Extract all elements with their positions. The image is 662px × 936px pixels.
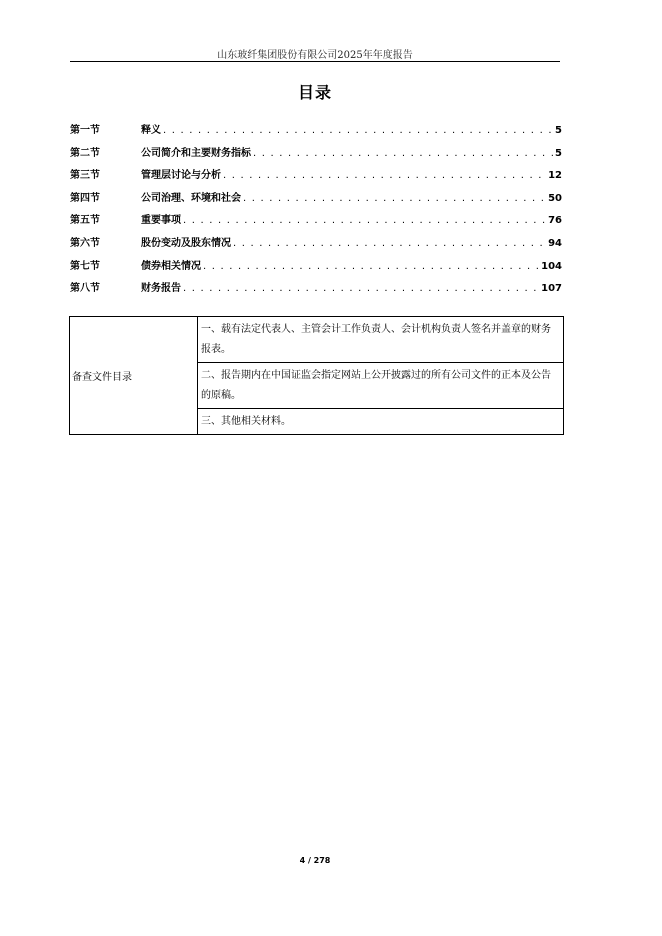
toc-section-number: 第七节 [70,260,100,272]
table-of-contents [70,121,562,302]
toc-entry[interactable] [70,166,562,189]
toc-section-title: 管理层讨论与分析 [141,170,221,182]
toc-section-number: 第二节 [70,147,100,159]
toc-leader-dots [183,283,539,294]
toc-page-number: 107 [541,283,562,295]
reference-item: 三、其他相关材料。 [198,409,564,435]
reference-label: 备查文件目录 [70,317,198,435]
toc-entry[interactable] [70,121,562,144]
header-divider [70,61,560,62]
page-header: 山东玻纤集团股份有限公司2025年年度报告 [217,50,413,61]
toc-section-number: 第一节 [70,125,100,136]
page-number-indicator: 4 / 278 [299,856,331,865]
toc-entry[interactable] [70,279,562,302]
toc-entry[interactable] [70,144,562,167]
toc-section-number: 第四节 [70,192,100,204]
toc-page-number: 104 [541,260,562,272]
toc-section-title: 股份变动及股东情况 [141,237,231,249]
toc-leader-dots [243,193,546,204]
table-row [70,317,564,363]
toc-leader-dots [253,148,553,159]
toc-entry[interactable] [70,234,562,257]
toc-page-number: 76 [548,215,562,227]
toc-page-number: 5 [555,147,562,159]
reference-item: 一、载有法定代表人、主管会计工作负责人、会计机构负责人签名并盖章的财务报表。 [198,317,564,363]
toc-page-number: 5 [555,125,562,136]
toc-page-number: 50 [548,192,562,204]
toc-entry[interactable] [70,257,562,280]
toc-section-title: 重要事项 [141,215,181,227]
reference-documents-table [69,316,564,435]
toc-section-title: 债券相关情况 [141,260,201,272]
toc-leader-dots [163,125,553,136]
toc-leader-dots [183,215,546,226]
reference-item: 二、报告期内在中国证监会指定网站上公开披露过的所有公司文件的正本及公告的原稿。 [198,363,564,409]
toc-section-number: 第五节 [70,215,100,227]
toc-section-title: 公司治理、环境和社会 [141,192,241,204]
toc-section-title: 释义 [141,125,161,136]
toc-leader-dots [203,261,539,272]
toc-section-title: 公司简介和主要财务指标 [141,147,251,159]
toc-page-number: 94 [548,237,562,249]
toc-leader-dots [233,238,546,249]
toc-leader-dots [223,170,546,181]
toc-section-title: 财务报告 [141,283,181,295]
toc-section-number: 第三节 [70,170,100,182]
toc-section-number: 第六节 [70,237,100,249]
toc-section-number: 第八节 [70,283,100,295]
toc-page-number: 12 [548,170,562,182]
toc-entry[interactable] [70,211,562,234]
toc-entry[interactable] [70,189,562,212]
page-title: 目录 [297,83,332,102]
